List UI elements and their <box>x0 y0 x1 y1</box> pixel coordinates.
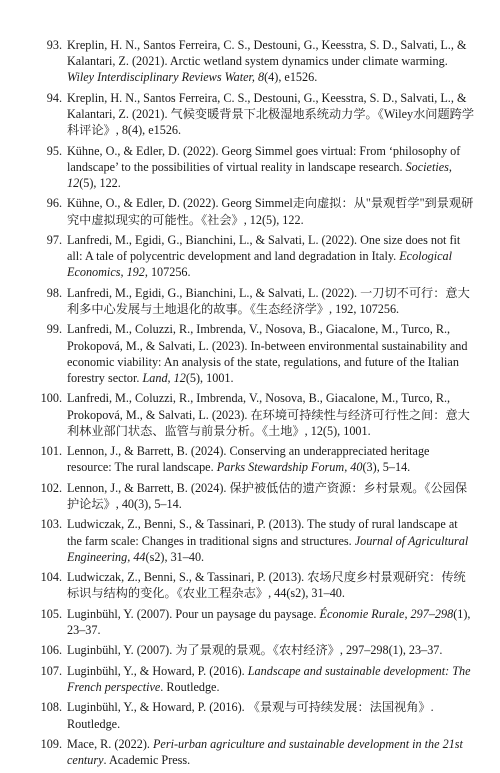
reference-text: Mace, R. (2022). <box>67 736 153 751</box>
reference-text: Lennon, J., & Barrett, B. (2024). 保护被低估的遗产资源：乡村景观。《公园保护论坛》, 40(3), 5–14. <box>67 480 468 511</box>
reference-text: Kreplin, H. N., Santos Ferreira, C. S., Destouni, G., Keesstra, S. D., Salvati, L., & Kalantari, Z. (2021). 气候变暖背景下北极湿地系统动力学。《Wiley水问题跨学科评论》, 8(4), e1526. <box>67 90 475 138</box>
reference-entry <box>46 232 475 281</box>
reference-source-italic: Landscape and sustainable development: The French perspective <box>67 663 471 694</box>
reference-number: 97. <box>46 232 62 247</box>
reference-text-end: (1), 23–37. <box>67 606 471 637</box>
reference-entry <box>40 736 475 768</box>
reference-number: 96. <box>46 196 62 211</box>
reference-number: 101. <box>40 444 62 459</box>
reference-text: Lanfredi, M., Coluzzi, R., Imbrenda, V., Nosova, B., Giacalone, M., Turco, R., Prokopová, M., & Salvati, L. (2023). In-between environmental sustainability and economic viability: An analysis of the state, regulations, and future of the Italian forestry sector. <box>67 322 468 385</box>
reference-number: 109. <box>40 736 62 751</box>
reference-entry <box>40 642 475 658</box>
reference-entry <box>40 663 475 695</box>
reference-list <box>40 37 475 773</box>
reference-text-end: (4), e1526. <box>264 70 318 85</box>
reference-text-end: (5), 122. <box>79 176 121 190</box>
reference-source-italic: Parks Stewardship Forum, 40 <box>216 460 363 475</box>
reference-entry <box>40 569 475 601</box>
reference-text: Lanfredi, M., Egidi, G., Bianchini, L., & Salvati, L. (2022). 一刀切不可行：意大利多中心发展与土地退化的故事。《生态经济学》, 192, 107256. <box>67 285 470 316</box>
reference-entry <box>40 443 475 475</box>
reference-text-end: (5), 1001. <box>185 370 234 385</box>
reference-number: 100. <box>40 391 62 406</box>
reference-text: Kühne, O., & Edler, D. (2022). Georg Simmel走向虚拟：从"景观哲学"到景观研究中虚拟现实的可能性。《社会》, 12(5), 122. <box>67 196 474 227</box>
reference-entry <box>46 90 475 139</box>
reference-entry <box>40 699 475 731</box>
reference-source-italic: Peri-urban agriculture and sustainable development in the 21st century <box>67 736 463 768</box>
reference-entry <box>40 606 475 638</box>
reference-number: 93. <box>46 38 62 52</box>
reference-text: Luginbühl, Y. (2007). 为了景观的景观。《农村经济》, 297–298(1), 23–37. <box>67 643 443 658</box>
reference-source-italic: Land, 12 <box>142 370 186 385</box>
reference-text-end: (3), 5–14. <box>362 460 411 475</box>
reference-entry <box>46 37 475 86</box>
reference-text: Ludwiczak, Z., Benni, S., & Tassinari, P. (2013). The study of rural landscape at the farm scale: Changes in traditional signs and structures. <box>67 517 458 548</box>
reference-text: Luginbühl, Y., & Howard, P. (2016). <box>67 663 248 678</box>
reference-number: 98. <box>46 285 62 300</box>
reference-source-italic: Wiley Interdisciplinary Reviews Water, 8 <box>67 70 265 85</box>
reference-entry <box>46 285 475 317</box>
reference-text-end: (s2), 31–40. <box>145 549 205 564</box>
reference-number: 94. <box>46 90 62 105</box>
reference-number: 108. <box>40 700 62 715</box>
reference-text: Lennon, J., & Barrett, B. (2024). Conserving an underappreciated heritage resource: The rural landscape. <box>67 444 430 475</box>
reference-source-italic: Journal of Agricultural Engineering, 44 <box>67 533 469 564</box>
reference-entry <box>40 480 475 512</box>
reference-number: 99. <box>46 322 62 337</box>
reference-source-italic: Societies, 12 <box>67 159 452 190</box>
reference-number: 103. <box>40 517 62 532</box>
reference-number: 106. <box>40 643 62 658</box>
reference-entry <box>40 516 475 565</box>
reference-text: Lanfredi, M., Egidi, G., Bianchini, L., & Salvati, L. (2022). One size does not fit all: A tale of polycentric development and land degradation in Italy. <box>67 232 461 264</box>
reference-number: 105. <box>40 606 62 621</box>
reference-entry <box>46 321 475 386</box>
reference-number: 104. <box>40 570 62 585</box>
reference-number: 95. <box>46 143 62 158</box>
reference-text: Ludwiczak, Z., Benni, S., & Tassinari, P. (2013). 农场尺度乡村景观研究：传统标识与结构的变化。《农业工程杂志》, 44(s2), 31–40. <box>67 570 466 601</box>
reference-entry <box>46 143 475 192</box>
reference-number: 102. <box>40 480 62 495</box>
reference-text: Lanfredi, M., Coluzzi, R., Imbrenda, V., Nosova, B., Giacalone, M., Turco, R., Prokopová, M., & Salvati, L. (2023). 在环境可持续性与经济可行性之间：意大利林业部门状态、监管与前景分析。《土地》, 12(5), 1001. <box>67 391 470 438</box>
reference-text: Kreplin, H. N., Santos Ferreira, C. S., Destouni, G., Keesstra, S. D., Salvati, L., & Kalantari, Z. (2021). Arctic wetland system dynamics under climate warming. <box>67 38 467 69</box>
reference-source-italic: Ecological Economics, 192 <box>67 249 453 280</box>
reference-number: 107. <box>40 663 62 678</box>
reference-text-end: , 107256. <box>144 265 191 280</box>
reference-source-italic: Économie Rurale, 297–298 <box>319 606 454 621</box>
reference-entry <box>40 390 475 439</box>
reference-text-end: . Academic Press. <box>103 753 191 768</box>
reference-text-end: . Routledge. <box>160 679 220 694</box>
reference-text: Luginbühl, Y. (2007). Pour un paysage du paysage. <box>67 606 320 621</box>
reference-text: Kühne, O., & Edler, D. (2022). Georg Simmel goes virtual: From ‘philosophy of landscape’ to the possibilities of virtual reality in landscape research. <box>67 143 461 174</box>
reference-entry <box>46 195 475 227</box>
reference-text: Luginbühl, Y., & Howard, P. (2016). 《景观与可持续发展：法国视角》. Routledge. <box>67 700 434 731</box>
